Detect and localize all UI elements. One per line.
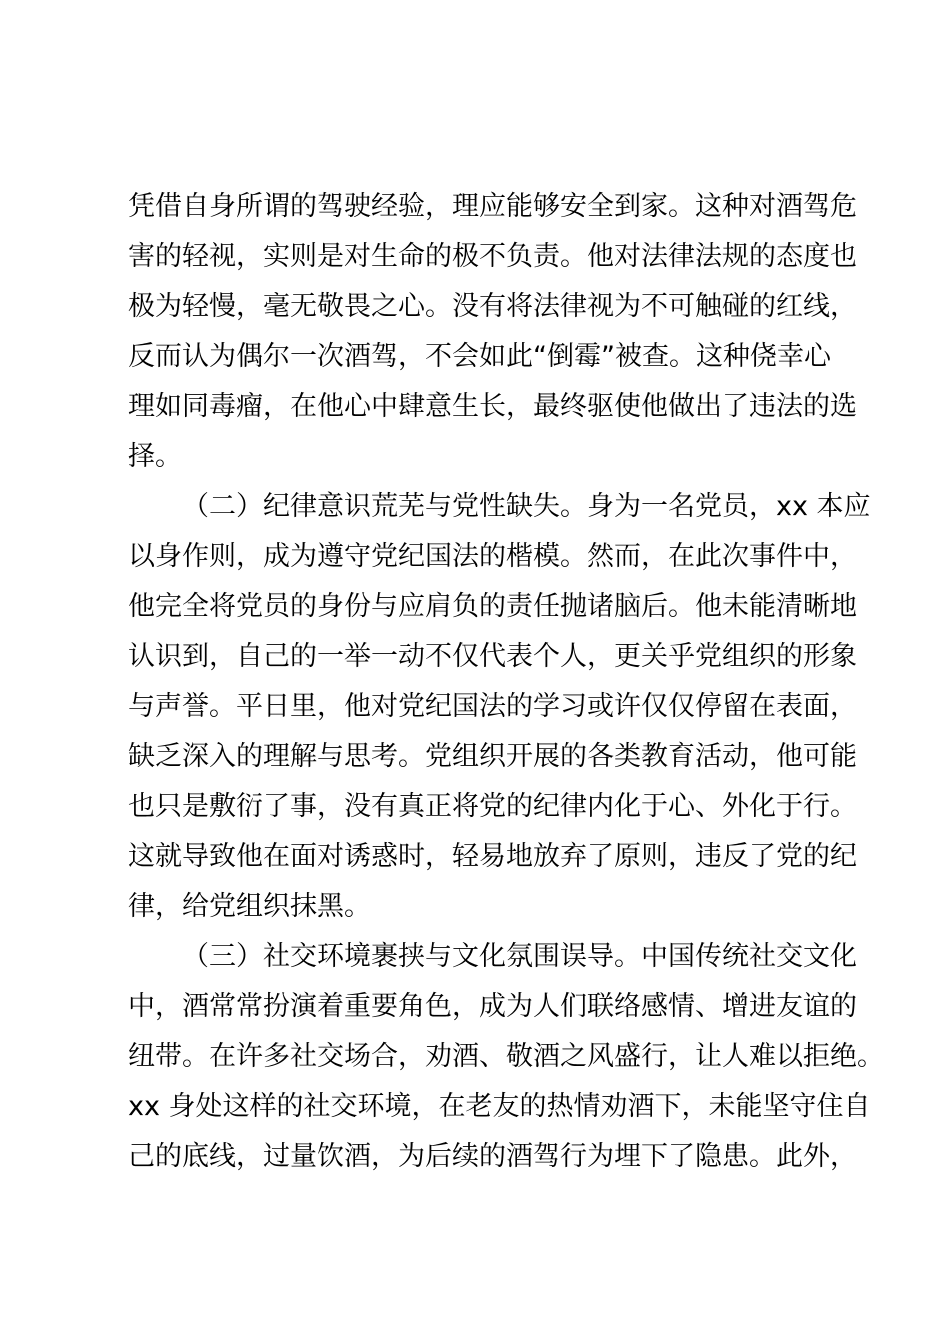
text-line: 也只是敷衍了事，没有真正将党的纪律内化于心、外化于行。 [128, 791, 857, 822]
text-line: 择。 [128, 441, 182, 472]
text-line: 缺乏深入的理解与思考。党组织开展的各类教育活动，他可能 [128, 741, 857, 772]
section-heading-line: （二）纪律意识荒芜与党性缺失。身为一名党员，xx 本应 [182, 491, 871, 522]
text-line: 己的底线，过量饮酒，为后续的酒驾行为埋下了隐患。此外， [128, 1141, 857, 1172]
text-line: 与声誉。平日里，他对党纪国法的学习或许仅仅停留在表面， [128, 691, 857, 722]
text-line: 认识到，自己的一举一动不仅代表个人，更关乎党组织的形象 [128, 641, 857, 672]
text-line: 这就导致他在面对诱惑时，轻易地放弃了原则，违反了党的纪 [128, 841, 857, 872]
section-heading-line: （三）社交环境裹挟与文化氛围误导。中国传统社交文化 [182, 941, 857, 972]
text-line: 反而认为偶尔一次酒驾，不会如此“倒霉”被查。这种侥幸心 [128, 341, 831, 372]
text-line: 纽带。在许多社交场合，劝酒、敬酒之风盛行，让人难以拒绝。 [128, 1041, 884, 1072]
text-line: 理如同毒瘤，在他心中肆意生长，最终驱使他做出了违法的选 [128, 391, 857, 422]
text-line: 律，给党组织抹黑。 [128, 891, 371, 922]
text-line: 极为轻慢，毫无敬畏之心。没有将法律视为不可触碰的红线， [128, 291, 857, 322]
text-line: 中，酒常常扮演着重要角色，成为人们联络感情、增进友谊的 [128, 991, 857, 1022]
document-body [128, 182, 884, 1182]
text-line: xx 身处这样的社交环境，在老友的热情劝酒下，未能坚守住自 [128, 1091, 871, 1122]
text-line: 他完全将党员的身份与应肩负的责任抛诸脑后。他未能清晰地 [128, 591, 857, 622]
text-line: 凭借自身所谓的驾驶经验，理应能够安全到家。这种对酒驾危 [128, 191, 857, 222]
text-line: 以身作则，成为遵守党纪国法的楷模。然而，在此次事件中， [128, 541, 857, 572]
text-line: 害的轻视，实则是对生命的极不负责。他对法律法规的态度也 [128, 241, 857, 272]
